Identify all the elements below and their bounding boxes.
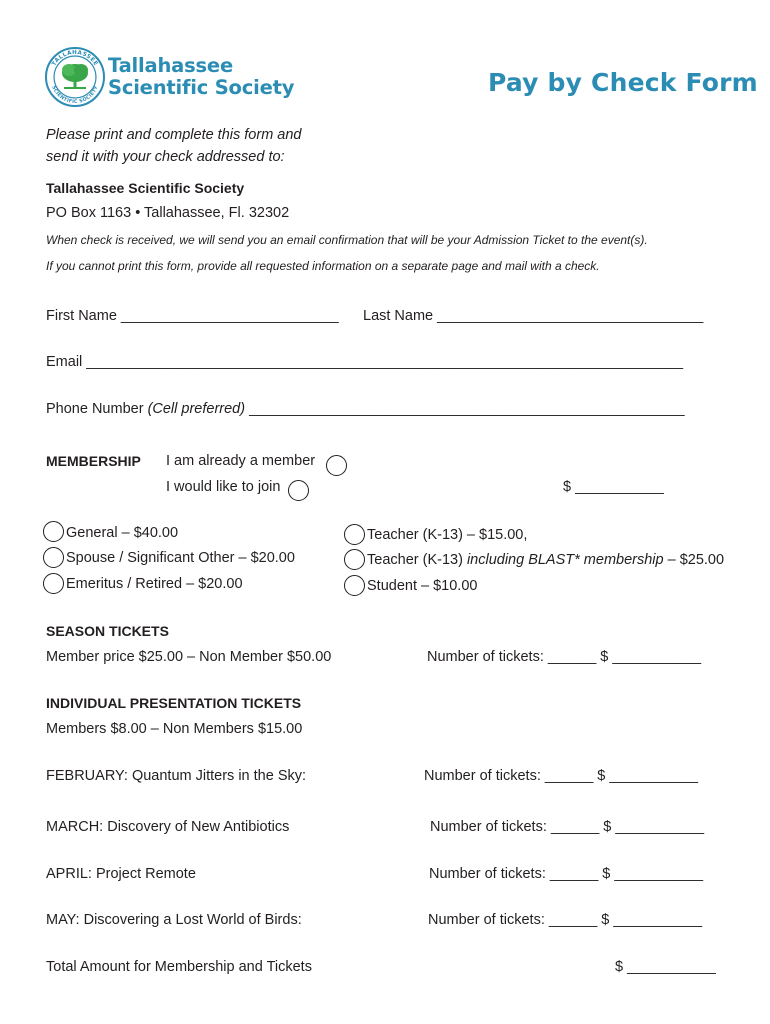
phone-line: ______________________________________________________: [245, 401, 685, 417]
email-field[interactable]: Email __________________________________________________________________________: [46, 354, 684, 370]
february-ticket-count[interactable]: Number of tickets: ______ $ ___________: [424, 768, 699, 784]
emeritus-option: Emeritus / Retired – $20.00: [66, 576, 243, 592]
event-february: FEBRUARY: Quantum Jitters in the Sky:: [46, 768, 307, 784]
total-label: Total Amount for Membership and Tickets: [46, 959, 312, 975]
student-option: Student – $10.00: [367, 578, 478, 594]
membership-amount[interactable]: $ ___________: [563, 479, 664, 495]
total-amount[interactable]: $ ___________: [615, 959, 716, 975]
spouse-option: Spouse / Significant Other – $20.00: [66, 550, 295, 566]
would-like-join-label: I would like to join: [166, 479, 281, 495]
teacher-blast-a: Teacher (K-13): [367, 552, 467, 568]
phone-note: (Cell preferred): [147, 401, 246, 417]
may-ticket-count[interactable]: Number of tickets: ______ $ ___________: [428, 912, 703, 928]
event-march: MARCH: Discovery of New Antibiotics: [46, 819, 290, 835]
individual-heading: INDIVIDUAL PRESENTATION TICKETS: [46, 695, 302, 711]
general-option: General – $40.00: [66, 525, 179, 541]
already-member-radio[interactable]: [326, 455, 347, 476]
would-like-join-radio[interactable]: [288, 480, 309, 501]
logo-line-1: Tallahassee: [108, 54, 233, 77]
svg-text:TALLAHASSEE: TALLAHASSEE: [51, 49, 99, 68]
last-name-field[interactable]: Last Name _________________________________: [363, 308, 704, 324]
season-ticket-count[interactable]: Number of tickets: ______ $ ___________: [427, 649, 702, 665]
intro-line-2: send it with your check addressed to:: [46, 149, 285, 165]
note-alternative: If you cannot print this form, provide all requested information on a separate page and mail with a check.: [46, 259, 600, 273]
general-radio[interactable]: [43, 521, 64, 542]
logo-line-2: Scientific Society: [108, 76, 295, 99]
teacher-radio[interactable]: [344, 524, 365, 545]
spouse-radio[interactable]: [43, 547, 64, 568]
phone-field[interactable]: [46, 401, 685, 417]
first-name-field[interactable]: First Name ___________________________: [46, 308, 339, 324]
teacher-blast-radio[interactable]: [344, 549, 365, 570]
season-price: Member price $25.00 – Non Member $50.00: [46, 649, 332, 665]
svg-text:SCIENTIFIC SOCIETY: SCIENTIFIC SOCIETY: [50, 85, 100, 106]
phone-label: Phone Number: [46, 401, 148, 417]
page-title: Pay by Check Form: [488, 68, 758, 97]
already-member-label: I am already a member: [166, 453, 316, 469]
april-ticket-count[interactable]: Number of tickets: ______ $ ___________: [429, 866, 704, 882]
individual-price: Members $8.00 – Non Members $15.00: [46, 721, 303, 737]
event-april: APRIL: Project Remote: [46, 866, 196, 882]
event-may: MAY: Discovering a Lost World of Birds:: [46, 912, 302, 928]
tree-seal-icon: [44, 46, 106, 108]
membership-heading: MEMBERSHIP: [46, 453, 141, 469]
emeritus-radio[interactable]: [43, 573, 64, 594]
logo: [44, 46, 106, 108]
season-heading: SEASON TICKETS: [46, 623, 169, 639]
org-name: Tallahassee Scientific Society: [46, 180, 245, 196]
teacher-blast-b: including BLAST* membership: [466, 552, 664, 568]
intro-line-1: Please print and complete this form and: [46, 127, 302, 143]
teacher-blast-c: – $25.00: [663, 552, 725, 568]
mailing-address: PO Box 1163 • Tallahassee, Fl. 32302: [46, 205, 290, 221]
teacher-option: Teacher (K-13) – $15.00,: [367, 527, 528, 543]
teacher-blast-option: [367, 552, 724, 568]
student-radio[interactable]: [344, 575, 365, 596]
note-confirmation: When check is received, we will send you an email confirmation that will be your Admission Ticket to the event(s).: [46, 233, 648, 247]
march-ticket-count[interactable]: Number of tickets: ______ $ ___________: [430, 819, 705, 835]
